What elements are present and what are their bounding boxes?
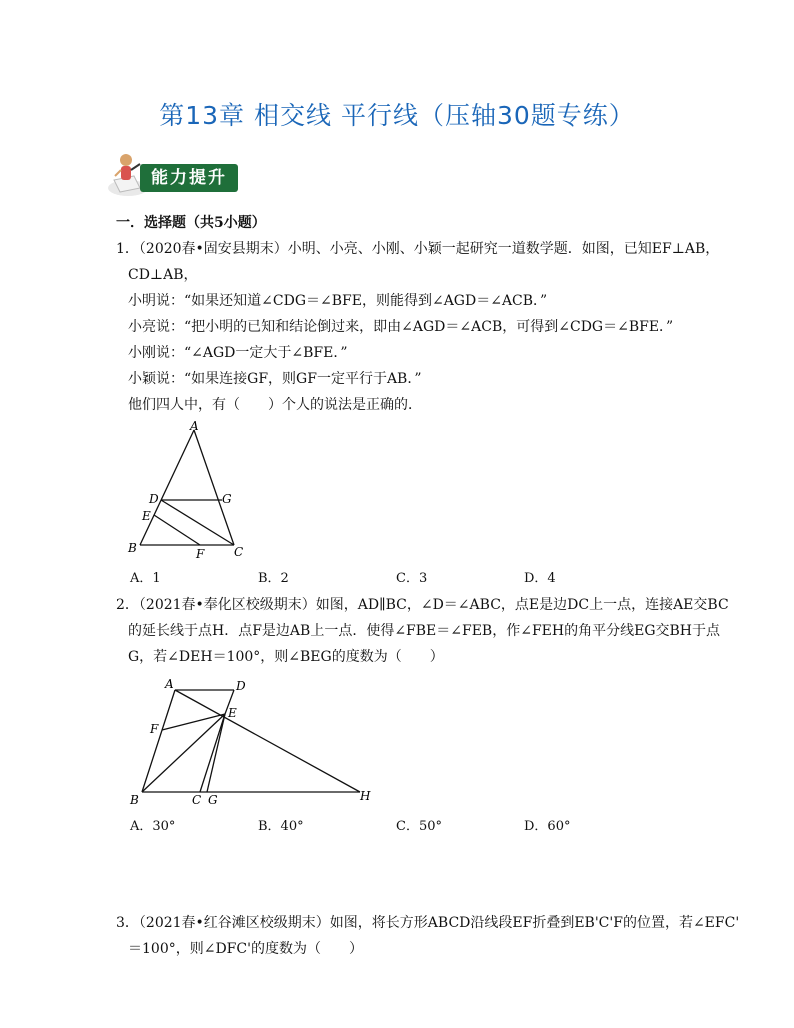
q1-line-6: 小颖说：“如果连接GF，则GF一定平行于AB．” bbox=[128, 371, 422, 387]
q2-label-H: H bbox=[360, 789, 371, 803]
q2-label-F: F bbox=[150, 722, 159, 736]
q1-option-d: D．4 bbox=[524, 571, 556, 586]
q2-option-c: C．50° bbox=[396, 819, 442, 834]
q1-label-G: G bbox=[222, 492, 232, 506]
q3-line-1: 3．（2021春•红谷滩区校级期末）如图，将长方形ABCD沿线段EF折叠到EB'C'F的位置，若∠EFC' bbox=[116, 915, 740, 931]
q2-label-B: B bbox=[130, 793, 139, 807]
q2-option-d: D．60° bbox=[524, 819, 571, 834]
q1-label-D: D bbox=[149, 492, 159, 506]
q2-line-3: G，若∠DEH＝100°，则∠BEG的度数为（ ） bbox=[128, 649, 444, 665]
q1-line-1: 1．（2020春•固安县期末）小明、小亮、小刚、小颖一起研究一道数学题．如图，已知EF⊥AB， bbox=[116, 241, 720, 257]
q1-label-A: A bbox=[190, 419, 199, 433]
q1-option-a: A．1 bbox=[130, 571, 161, 586]
q1-option-c: C．3 bbox=[396, 571, 428, 586]
q2-label-C: C bbox=[192, 793, 202, 807]
page-title: 第13章 相交线 平行线（压轴30题专练） bbox=[159, 101, 635, 130]
q1-option-b: B．2 bbox=[258, 571, 289, 586]
q1-label-B: B bbox=[128, 541, 137, 555]
q2-label-E: E bbox=[228, 706, 237, 720]
q1-label-E: E bbox=[142, 509, 151, 523]
ability-banner-label: 能力提升 bbox=[140, 164, 238, 192]
q2-label-D: D bbox=[236, 679, 246, 693]
q2-line-1: 2．（2021春•奉化区校级期末）如图，AD∥BC，∠D＝∠ABC，点E是边DC上一点，连接AE交BC bbox=[116, 597, 729, 613]
q2-option-b: B．40° bbox=[258, 819, 304, 834]
q1-line-3: 小明说：“如果还知道∠CDG＝∠BFE，则能得到∠AGD＝∠ACB．” bbox=[128, 293, 548, 309]
q3-line-2: ＝100°，则∠DFC'的度数为（ ） bbox=[128, 941, 363, 957]
q1-figure bbox=[120, 418, 260, 564]
q2-label-A: A bbox=[165, 677, 174, 691]
q2-line-2: 的延长线于点H．点F是边AB上一点．使得∠FBE＝∠FEB，作∠FEH的角平分线EG交BH于点 bbox=[128, 623, 720, 639]
q2-option-a: A．30° bbox=[130, 819, 176, 834]
ability-banner bbox=[104, 150, 240, 198]
q1-line-2: CD⊥AB， bbox=[128, 267, 198, 283]
q1-line-7: 他们四人中，有（ ）个人的说法是正确的． bbox=[128, 397, 422, 413]
q2-figure bbox=[120, 672, 390, 812]
q1-label-F: F bbox=[196, 547, 205, 561]
q2-label-G: G bbox=[208, 793, 218, 807]
section-heading: 一．选择题（共5小题） bbox=[116, 215, 266, 231]
q1-label-C: C bbox=[234, 545, 244, 559]
q1-line-4: 小亮说：“把小明的已知和结论倒过来，即由∠AGD＝∠ACB，可得到∠CDG＝∠BFE．” bbox=[128, 319, 674, 335]
q1-line-5: 小刚说：“∠AGD一定大于∠BFE．” bbox=[128, 345, 348, 361]
